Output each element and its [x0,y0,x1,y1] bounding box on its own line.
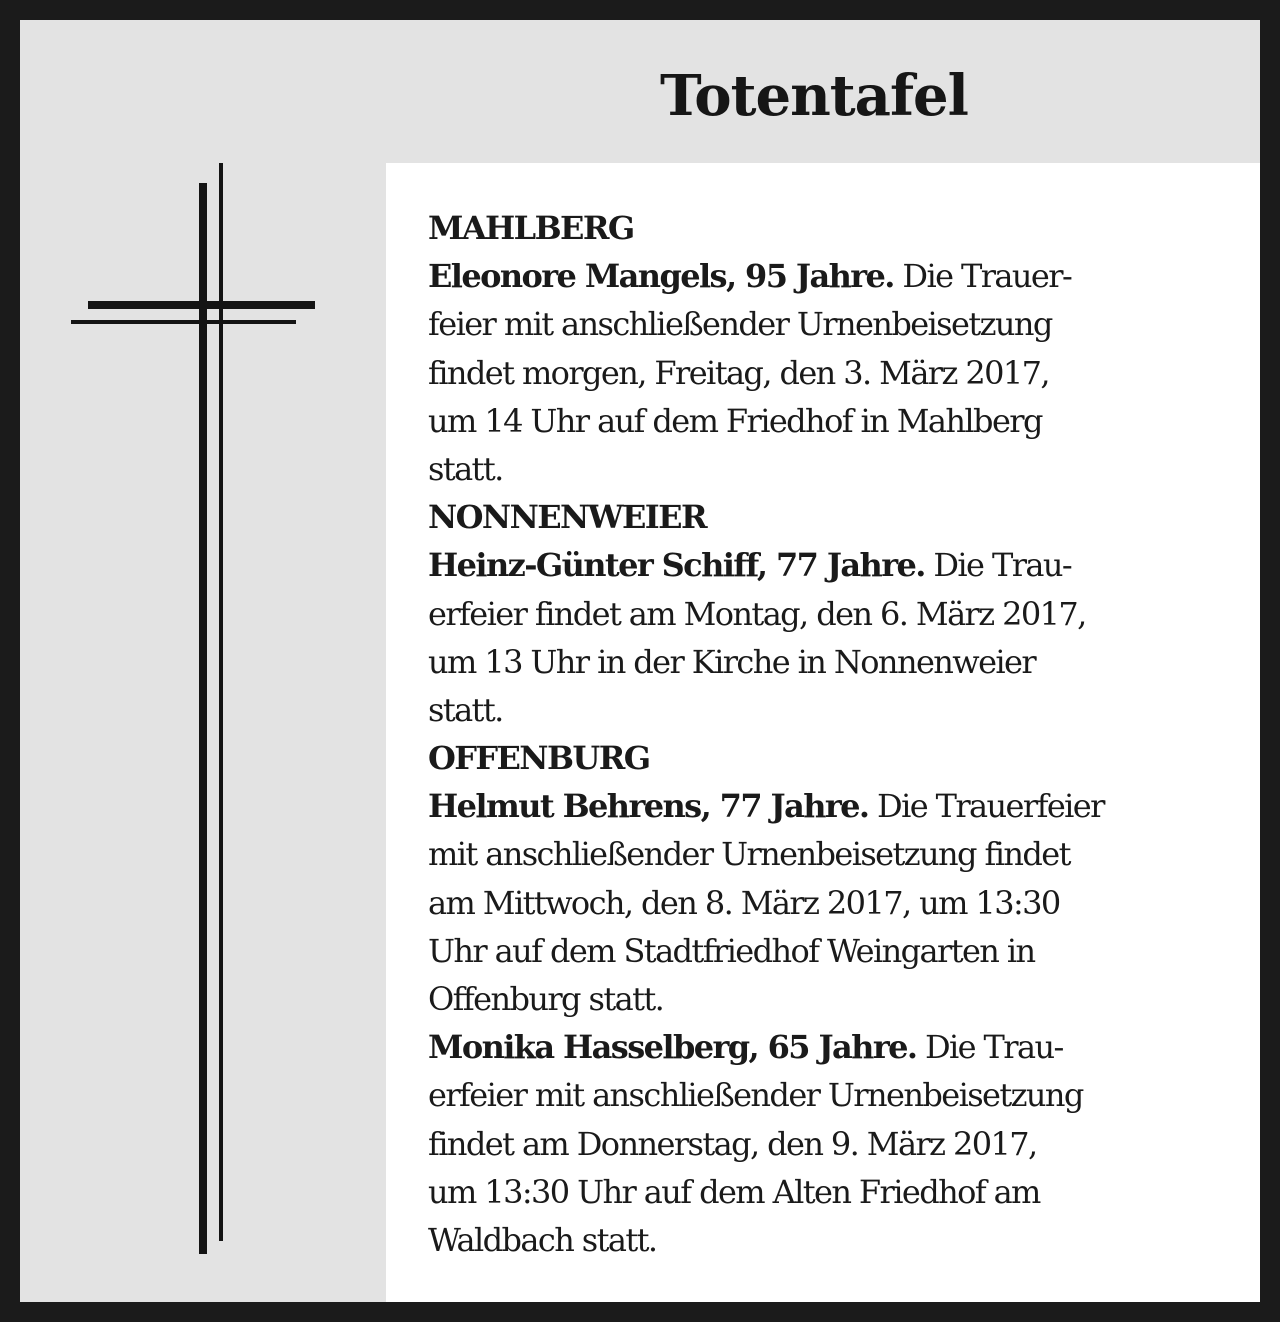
notice-text: Die Trauer- [893,257,1072,296]
notice-offenburg-behrens [428,782,1248,830]
notice-text-line: erfeier mit anschließender Urnenbeisetzung [428,1076,1083,1115]
notice-text-line: Uhr auf dem Stadtfriedhof Weingarten in [428,931,1035,970]
notice-text-line: feier mit anschließender Urnenbeisetzung [428,305,1052,344]
notice-text-line: um 13:30 Uhr auf dem Alten Friedhof am [428,1172,1040,1211]
notices-list [428,204,1248,1264]
notice-text-line: um 13 Uhr in der Kirche in Nonnenweier [428,642,1036,681]
notice-text-line: mit anschließender Urnenbeisetzung findet [428,835,1070,874]
page-title: Totentafel [660,63,968,129]
notice-text-line: Offenburg statt. [428,980,664,1018]
notice-text: Die Trauerfeier [868,787,1104,826]
deceased-name: Monika Hasselberg, 65 Jahre. [428,1028,917,1067]
notice-text-line: am Mittwoch, den 8. März 2017, um 13:30 [428,883,1060,922]
place-heading-offenburg: OFFENBURG [428,739,650,778]
notice-nonnenweier-schiff [428,541,1248,589]
deceased-name: Helmut Behrens, 77 Jahre. [428,787,869,826]
place-heading-mahlberg: MAHLBERG [428,209,634,247]
notice-text-line: Waldbach statt. [428,1220,657,1259]
notice-text-line: um 14 Uhr auf dem Friedhof in Mahlberg [428,401,1042,440]
notice-text-line: statt. [428,690,503,729]
deceased-name: Eleonore Mangels, 95 Jahre. [428,257,894,296]
place-heading-nonnenweier: NONNENWEIER [428,498,706,537]
notice-text: Die Trau- [924,546,1072,585]
notice-offenburg-hasselberg [428,1023,1248,1071]
notice-text-line: findet morgen, Freitag, den 3. März 2017, [428,353,1049,392]
notice-text-line: erfeier findet am Montag, den 6. März 2017, [428,594,1086,633]
notice-text-line: statt. [428,449,503,488]
notice-text-line: findet am Donnerstag, den 9. März 2017, [428,1124,1037,1163]
notice-text: Die Trau- [916,1028,1063,1067]
deceased-name: Heinz-Günter Schiff, 77 Jahre. [428,546,925,585]
notice-mahlberg-mangels [428,252,1248,300]
